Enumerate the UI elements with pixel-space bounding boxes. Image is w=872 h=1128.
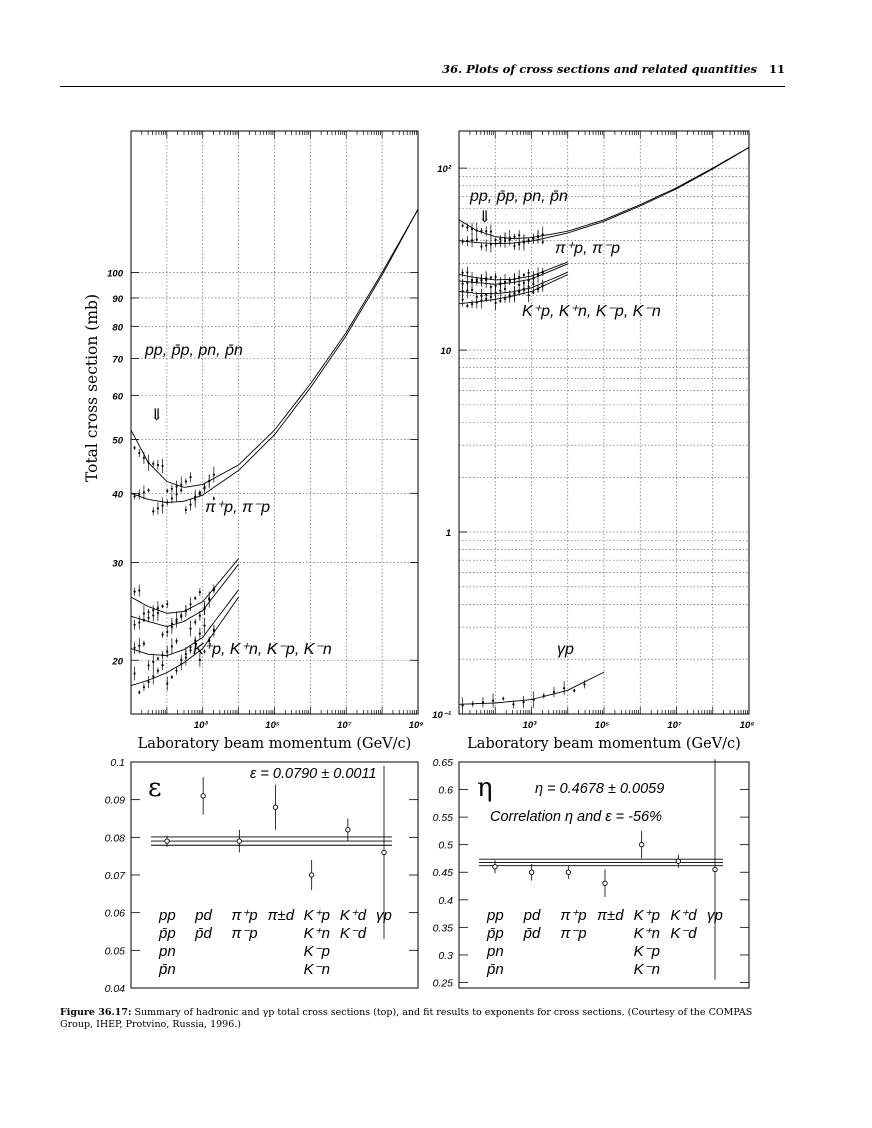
data-point bbox=[532, 291, 534, 293]
y-tick-label: 0.07 bbox=[104, 870, 125, 882]
data-point bbox=[504, 282, 506, 284]
reaction-label: K⁻p bbox=[633, 943, 660, 960]
data-point bbox=[480, 230, 482, 232]
reaction-label: K⁺p bbox=[633, 907, 660, 924]
data-point bbox=[502, 697, 504, 699]
y-tick-label: 0.3 bbox=[438, 949, 453, 962]
x-tick-label: 10⁵ bbox=[265, 720, 280, 731]
data-point bbox=[189, 628, 191, 630]
y-tick-label: 0.45 bbox=[432, 867, 453, 880]
data-point bbox=[466, 271, 468, 273]
data-point bbox=[147, 611, 149, 613]
y-tick-label: 0.08 bbox=[104, 832, 125, 845]
fit-curve bbox=[459, 264, 568, 285]
data-point bbox=[147, 664, 149, 666]
series-label: γp bbox=[557, 641, 574, 658]
data-point bbox=[161, 605, 163, 607]
data-point bbox=[152, 661, 154, 663]
data-point bbox=[495, 276, 497, 278]
fit-result-text: η = 0.4678 ± 0.0059 bbox=[535, 781, 665, 797]
figure-caption bbox=[60, 1007, 785, 1031]
data-point bbox=[480, 280, 482, 282]
data-point bbox=[523, 274, 525, 276]
data-point bbox=[462, 290, 464, 292]
y-tick-label: 90 bbox=[112, 293, 123, 305]
chart-panel-bottom-right bbox=[433, 757, 749, 989]
epsilon-symbol: ε bbox=[148, 773, 162, 803]
reaction-label: p̄d bbox=[195, 925, 212, 942]
grid bbox=[459, 131, 749, 714]
data-point bbox=[471, 281, 473, 283]
data-point bbox=[143, 619, 145, 621]
reaction-label: p̄d bbox=[523, 925, 541, 942]
reaction-label: K⁺d bbox=[670, 907, 697, 924]
x-tick-label: 10⁹ bbox=[739, 720, 755, 731]
data-point bbox=[466, 305, 468, 307]
data-point bbox=[676, 859, 680, 863]
data-point bbox=[573, 690, 575, 692]
reaction-label: p̄p bbox=[487, 925, 504, 942]
reaction-label: K⁻d bbox=[339, 925, 367, 942]
data-point bbox=[523, 289, 525, 291]
data-point bbox=[157, 464, 159, 466]
y-tick-label: 0.1 bbox=[110, 757, 125, 769]
data-point bbox=[147, 617, 149, 619]
data-point bbox=[518, 284, 520, 286]
data-point bbox=[133, 647, 135, 649]
data-point bbox=[180, 616, 182, 618]
data-point bbox=[273, 805, 277, 809]
data-point bbox=[490, 286, 492, 288]
data-point bbox=[133, 495, 135, 497]
y-tick-label: 0.5 bbox=[438, 839, 453, 852]
reaction-label: K⁺n bbox=[303, 925, 330, 942]
data-point bbox=[499, 300, 501, 302]
caption-text: Summary of hadronic and γp total cross sections (top), and fit results to exponents for cross sections. (Courtesy of the COMPAS Group, IHEP, Protvino, Russia, 1996.) bbox=[60, 1007, 753, 1030]
data-point bbox=[147, 489, 149, 491]
data-point bbox=[199, 615, 201, 617]
y-tick-label: 0.06 bbox=[104, 907, 125, 920]
data-point bbox=[485, 230, 487, 232]
series-label: K⁺p, K⁺n, K⁻p, K⁻n bbox=[193, 641, 332, 658]
data-point bbox=[175, 670, 177, 672]
data-point bbox=[171, 645, 173, 647]
y-tick-label: 0.55 bbox=[432, 812, 453, 825]
data-point bbox=[513, 245, 515, 247]
fit-curve bbox=[459, 272, 568, 294]
data-point bbox=[161, 504, 163, 506]
reaction-label: p̄n bbox=[159, 961, 176, 978]
data-point bbox=[490, 276, 492, 278]
data-point bbox=[495, 242, 497, 244]
x-tick-label: 10⁷ bbox=[667, 720, 682, 731]
data-point bbox=[713, 867, 717, 871]
reaction-label: pn bbox=[159, 943, 176, 960]
data-point bbox=[563, 687, 565, 689]
data-point bbox=[471, 239, 473, 241]
data-point bbox=[532, 238, 534, 240]
data-point bbox=[462, 225, 464, 227]
y-tick-label: 0.25 bbox=[432, 977, 453, 990]
data-point bbox=[639, 842, 643, 846]
reaction-label: K⁻p bbox=[303, 943, 330, 960]
data-point bbox=[199, 591, 201, 593]
data-point bbox=[171, 488, 173, 490]
data-point bbox=[166, 501, 168, 503]
y-tick-label: 40 bbox=[112, 489, 123, 501]
data-point bbox=[138, 645, 140, 647]
data-point bbox=[133, 624, 135, 626]
data-point bbox=[495, 302, 497, 304]
data-point bbox=[504, 288, 506, 290]
fit-curve bbox=[131, 564, 239, 626]
data-point bbox=[504, 240, 506, 242]
data-point bbox=[143, 612, 145, 614]
data-point bbox=[175, 621, 177, 623]
chart-panel-bottom-left bbox=[105, 757, 418, 995]
data-point bbox=[382, 850, 386, 854]
data-point bbox=[471, 289, 473, 291]
data-point bbox=[466, 289, 468, 291]
series-label: pp, p̄p, pn, p̄n bbox=[470, 188, 568, 205]
data-point bbox=[208, 480, 210, 482]
y-tick-label: 0.65 bbox=[432, 757, 453, 769]
data-point bbox=[537, 236, 539, 238]
data-point bbox=[166, 651, 168, 653]
data-point bbox=[476, 280, 478, 282]
data-point bbox=[542, 285, 544, 287]
data-point bbox=[175, 493, 177, 495]
data-point bbox=[180, 489, 182, 491]
y-tick-label: 60 bbox=[112, 391, 123, 403]
reaction-label: pd bbox=[195, 907, 212, 924]
data-point bbox=[537, 288, 539, 290]
data-point bbox=[485, 279, 487, 281]
y-tick-label: 80 bbox=[112, 322, 123, 334]
y-tick-label: 20 bbox=[112, 656, 123, 668]
y-tick-label: 0.35 bbox=[432, 922, 453, 935]
data-point bbox=[480, 245, 482, 247]
data-point bbox=[493, 865, 497, 869]
y-tick-label: 70 bbox=[112, 354, 123, 366]
data-point bbox=[201, 794, 205, 798]
series-label: K⁺p, K⁺n, K⁻p, K⁻n bbox=[522, 303, 661, 320]
data-point bbox=[165, 839, 169, 843]
data-point bbox=[542, 233, 544, 235]
reaction-label: γp bbox=[707, 907, 723, 924]
data-point bbox=[133, 672, 135, 674]
data-point bbox=[189, 649, 191, 651]
data-point bbox=[495, 291, 497, 293]
data-point bbox=[180, 483, 182, 485]
reaction-label: pp bbox=[487, 907, 504, 924]
data-point bbox=[143, 686, 145, 688]
data-point bbox=[528, 285, 530, 287]
running-title: 36. Plots of cross sections and related quantities bbox=[442, 62, 757, 76]
data-point bbox=[166, 631, 168, 633]
data-point bbox=[147, 681, 149, 683]
data-point bbox=[518, 291, 520, 293]
data-point bbox=[542, 271, 544, 273]
data-point bbox=[523, 241, 525, 243]
data-point bbox=[542, 241, 544, 243]
data-point bbox=[480, 300, 482, 302]
arrow-icon: ⇓ bbox=[150, 405, 164, 424]
data-point bbox=[194, 621, 196, 623]
data-point bbox=[147, 462, 149, 464]
reaction-label: pp bbox=[159, 907, 176, 924]
series-label: π⁺p, π⁻p bbox=[205, 499, 271, 516]
data-point bbox=[532, 283, 534, 285]
data-point bbox=[462, 272, 464, 274]
data-point bbox=[194, 597, 196, 599]
data-point bbox=[309, 873, 313, 877]
x-tick-label: 10⁹ bbox=[408, 720, 424, 731]
y-tick-label: 50 bbox=[112, 435, 123, 447]
data-point bbox=[518, 234, 520, 236]
data-point bbox=[203, 625, 205, 627]
data-point bbox=[152, 614, 154, 616]
data-point bbox=[152, 675, 154, 677]
data-point bbox=[537, 274, 539, 276]
data-point bbox=[189, 504, 191, 506]
data-point bbox=[543, 695, 545, 697]
data-point bbox=[133, 447, 135, 449]
correlation-text: Correlation η and ε = -56% bbox=[490, 809, 662, 825]
data-point bbox=[513, 236, 515, 238]
data-point bbox=[509, 238, 511, 240]
y-tick-label: 10⁻¹ bbox=[432, 710, 451, 721]
reaction-label: π±d bbox=[597, 907, 624, 924]
data-point bbox=[171, 626, 173, 628]
y-tick-label: 30 bbox=[112, 558, 123, 570]
data-point bbox=[504, 298, 506, 300]
data-point bbox=[161, 664, 163, 666]
y-tick-label: 0.6 bbox=[438, 784, 453, 797]
data-point bbox=[213, 630, 215, 632]
chart-panel-top-left bbox=[83, 131, 423, 752]
data-point bbox=[138, 589, 140, 591]
y-tick-label: 0.4 bbox=[438, 894, 453, 907]
data-point bbox=[161, 634, 163, 636]
data-point bbox=[533, 699, 535, 701]
fit-curve bbox=[131, 559, 239, 614]
reaction-label: pd bbox=[523, 907, 541, 924]
reaction-label: p̄p bbox=[159, 925, 176, 942]
data-point bbox=[522, 701, 524, 703]
data-point bbox=[185, 656, 187, 658]
data-point bbox=[208, 597, 210, 599]
page-number: 11 bbox=[768, 62, 785, 76]
data-point bbox=[161, 465, 163, 467]
reaction-label: π⁺p bbox=[560, 907, 587, 924]
data-point bbox=[143, 643, 145, 645]
data-point bbox=[509, 296, 511, 298]
data-point bbox=[499, 241, 501, 243]
data-point bbox=[471, 228, 473, 230]
x-tick-label: 10³ bbox=[193, 720, 208, 731]
reaction-label: π±d bbox=[267, 907, 295, 924]
data-point bbox=[495, 239, 497, 241]
chart-panel-top-right bbox=[432, 131, 754, 752]
data-point bbox=[529, 870, 533, 874]
x-axis-label: Laboratory beam momentum (GeV/c) bbox=[467, 736, 741, 752]
data-point bbox=[185, 610, 187, 612]
series-label: pp, p̄p, pn, p̄n bbox=[145, 342, 243, 359]
data-point bbox=[490, 243, 492, 245]
data-point bbox=[237, 839, 241, 843]
data-point bbox=[509, 280, 511, 282]
reaction-label: π⁻p bbox=[231, 925, 258, 942]
data-point bbox=[482, 701, 484, 703]
grid bbox=[131, 131, 418, 714]
data-point bbox=[189, 603, 191, 605]
data-point bbox=[566, 870, 570, 874]
data-point bbox=[199, 493, 201, 495]
data-point bbox=[476, 238, 478, 240]
data-point bbox=[152, 463, 154, 465]
reaction-label: π⁺p bbox=[231, 907, 258, 924]
data-point bbox=[203, 487, 205, 489]
data-point bbox=[462, 299, 464, 301]
data-point bbox=[513, 278, 515, 280]
data-point bbox=[171, 497, 173, 499]
data-point bbox=[466, 240, 468, 242]
data-point bbox=[512, 703, 514, 705]
data-point bbox=[143, 457, 145, 459]
data-point bbox=[194, 498, 196, 500]
data-point bbox=[161, 654, 163, 656]
reaction-label: K⁺d bbox=[339, 907, 367, 924]
data-point bbox=[462, 704, 464, 706]
data-point bbox=[471, 303, 473, 305]
data-point bbox=[490, 231, 492, 233]
data-point bbox=[485, 298, 487, 300]
data-point bbox=[476, 301, 478, 303]
data-point bbox=[138, 452, 140, 454]
data-point bbox=[603, 881, 607, 885]
data-point bbox=[175, 640, 177, 642]
data-point bbox=[476, 229, 478, 231]
reaction-label: K⁺p bbox=[303, 907, 330, 924]
reaction-label: K⁻d bbox=[670, 925, 697, 942]
data-point bbox=[138, 691, 140, 693]
reaction-label: K⁻n bbox=[633, 961, 660, 978]
caption-label: Figure 36.17: bbox=[60, 1007, 132, 1018]
data-point bbox=[492, 700, 494, 702]
data-point bbox=[166, 682, 168, 684]
data-point bbox=[203, 607, 205, 609]
data-point bbox=[143, 491, 145, 493]
data-point bbox=[166, 603, 168, 605]
data-point bbox=[499, 290, 501, 292]
data-point bbox=[171, 676, 173, 678]
reaction-label: γp bbox=[376, 907, 392, 924]
data-point bbox=[466, 226, 468, 228]
data-point bbox=[185, 480, 187, 482]
eta-symbol: η bbox=[477, 773, 493, 803]
data-point bbox=[518, 243, 520, 245]
data-point bbox=[490, 296, 492, 298]
data-point bbox=[523, 282, 525, 284]
data-point bbox=[528, 240, 530, 242]
reaction-label: K⁺n bbox=[633, 925, 660, 942]
y-tick-label: 10² bbox=[437, 164, 451, 176]
arrow-icon: ⇓ bbox=[478, 207, 492, 226]
x-tick-label: 10⁵ bbox=[594, 720, 610, 731]
data-point bbox=[513, 293, 515, 295]
y-axis-label: Total cross section (mb) bbox=[83, 293, 101, 483]
y-tick-label: 0.05 bbox=[104, 945, 125, 958]
data-point bbox=[462, 283, 464, 285]
data-point bbox=[485, 294, 487, 296]
y-tick-label: 1 bbox=[445, 528, 451, 540]
data-point bbox=[528, 294, 530, 296]
y-tick-label: 100 bbox=[107, 268, 123, 280]
data-point bbox=[189, 476, 191, 478]
data-point bbox=[583, 683, 585, 685]
data-point bbox=[199, 659, 201, 661]
data-point bbox=[213, 588, 215, 590]
data-point bbox=[157, 658, 159, 660]
data-point bbox=[346, 828, 350, 832]
x-ticks bbox=[131, 131, 416, 714]
y-tick-label: 0.04 bbox=[104, 983, 125, 995]
data-point bbox=[157, 612, 159, 614]
data-point bbox=[472, 703, 474, 705]
data-point bbox=[199, 633, 201, 635]
series-label: π⁺p, π⁻p bbox=[555, 240, 621, 257]
data-point bbox=[553, 691, 555, 693]
data-point bbox=[166, 490, 168, 492]
data-point bbox=[185, 509, 187, 511]
x-axis-label: Laboratory beam momentum (GeV/c) bbox=[137, 736, 412, 752]
data-point bbox=[157, 670, 159, 672]
y-tick-label: 10 bbox=[440, 346, 451, 358]
data-point bbox=[157, 507, 159, 509]
reaction-label: pn bbox=[487, 943, 504, 960]
reaction-label: p̄n bbox=[487, 961, 504, 978]
data-point bbox=[485, 244, 487, 246]
data-point bbox=[213, 474, 215, 476]
data-point bbox=[133, 591, 135, 593]
reaction-label: K⁻n bbox=[303, 961, 330, 978]
fit-result-text: ε = 0.0790 ± 0.0011 bbox=[250, 766, 377, 782]
x-tick-label: 10³ bbox=[522, 720, 537, 731]
data-point bbox=[180, 663, 182, 665]
data-point bbox=[138, 621, 140, 623]
x-tick-label: 10⁷ bbox=[337, 720, 352, 731]
reaction-label: π⁻p bbox=[560, 925, 587, 942]
data-point bbox=[528, 272, 530, 274]
data-point bbox=[152, 510, 154, 512]
data-point bbox=[462, 240, 464, 242]
y-tick-label: 0.09 bbox=[104, 794, 125, 807]
